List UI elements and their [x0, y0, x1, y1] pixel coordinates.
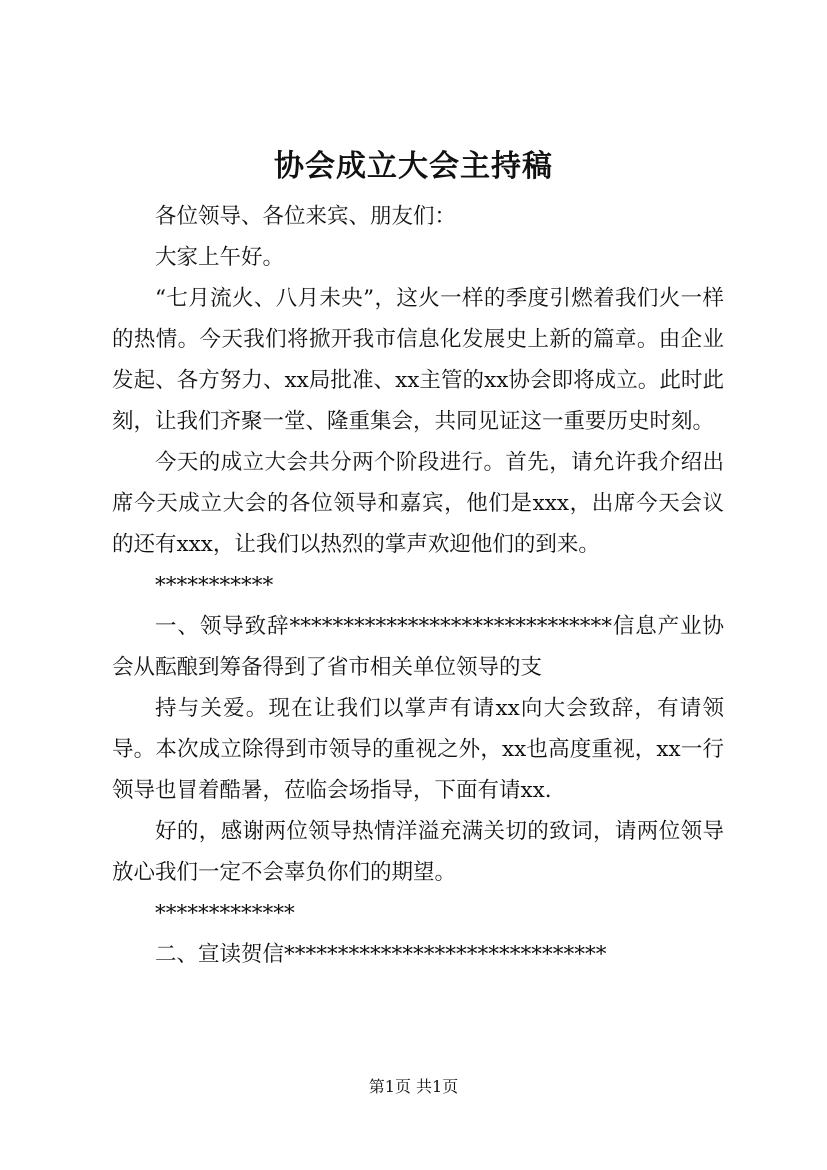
section-two-heading: 二、宣读贺信******************************: [155, 942, 607, 967]
page-number-footer: 第1页 共1页: [368, 1077, 459, 1096]
introduction-paragraph: 今天的成立大会共分两个阶段进行。首先，请允许我介绍出席今天成立大会的各位领导和嘉宾，他们是xxx，出席今天会议的还有xxx，让我们以热烈的掌声欢迎他们的到来。: [112, 450, 724, 557]
thanks-paragraph: 好的，感谢两位领导热情洋溢充满关切的致词，请两位领导放心我们一定不会辜负你们的期望。: [112, 819, 724, 885]
salutation-paragraph: 大家上午好。: [155, 245, 285, 270]
opening-paragraph: “七月流火、八月未央”，这火一样的季度引燃着我们火一样的热情。今天我们将掀开我市信息化发展史上新的篇章。由企业发起、各方努力、xx局批准、xx主管的xx协会即将成立。此时此刻，让我们齐聚一堂、隆重集会，共同见证这一重要历史时刻。: [112, 286, 724, 434]
separator-line: ***********: [155, 573, 274, 598]
separator-line: *************: [155, 901, 295, 926]
greeting-paragraph: 各位领导、各位来宾、朋友们：: [155, 204, 457, 229]
document-body: [112, 196, 724, 975]
document-title: 协会成立大会主持稿: [274, 149, 553, 184]
section-one-paragraph: 持与关爱。现在让我们以掌声有请xx向大会致辞，有请领导。本次成立除得到市领导的重视之外，xx也高度重视，xx一行领导也冒着酷暑，莅临会场指导，下面有请xx.: [112, 696, 724, 803]
section-one-heading: 一、领导致辞******************************信息产业协会从酝酿到筹备得到了省市相关单位领导的支: [112, 614, 724, 680]
